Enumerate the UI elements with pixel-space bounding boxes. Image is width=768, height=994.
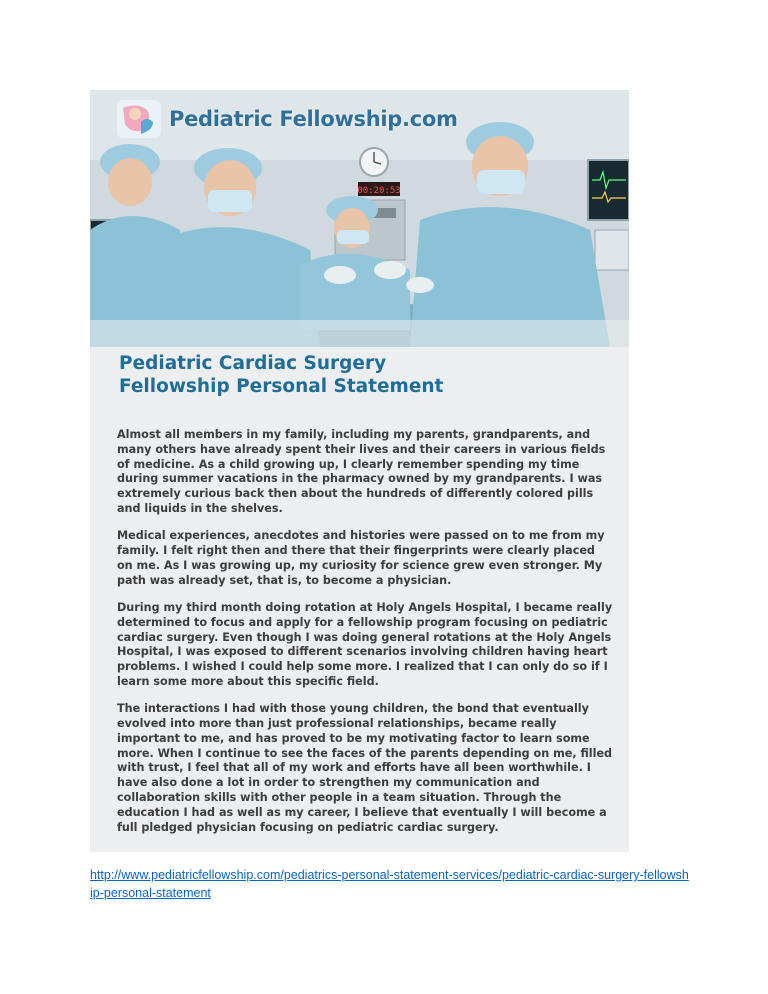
baby-heart-logo-icon — [117, 100, 161, 138]
statement-poster — [90, 90, 629, 852]
title-line-2: Fellowship Personal Statement — [119, 376, 444, 397]
paragraph-1: Almost all members in my family, including my parents, grandparents, and many others have already spent their lives and their careers in various fields of medicine. As a child growing up, I clearly remember spending my time during summer vacations in the pharmacy owned by my grandparents. I was extremely curious back then about the hundreds of differently colored pills and liquids in the shelves. — [117, 428, 606, 515]
brand-header — [117, 100, 458, 138]
paragraph-2: Medical experiences, anecdotes and histories were passed on to me from my family. I felt right then and there that their fingerprints were clearly placed on me. As I was growing up, my curiosity for science grew even stronger. My path was already set, that is, to become a physician. — [117, 529, 605, 587]
article-title — [119, 352, 619, 398]
brand-name: Pediatric Fellowship.com — [169, 107, 458, 131]
paragraph-4: The interactions I had with those young children, the bond that eventually evolved into more than just professional relationships, became really important to me, and has proved to be my motivating factor to learn some more. When I continue to see the faces of the parents depending on me, filled with trust, I feel that all of my work and efforts have all been worthwhile. I have also done a lot in order to strengthen my communication and collaboration skills with other people in a team situation. Through the education I had as well as my career, I believe that eventually I will become a full pledged physician focusing on pediatric cardiac surgery. — [117, 702, 613, 834]
article-body — [117, 428, 613, 848]
title-line-1: Pediatric Cardiac Surgery — [119, 353, 387, 374]
timer-readout: 00:20:53 — [357, 186, 401, 196]
surgery-photo — [90, 90, 629, 347]
source-url-link[interactable]: http://www.pediatricfellowship.com/pediatrics-personal-statement-services/pediatric-cardiac-surgery-fellowship-personal-statement — [90, 868, 689, 900]
paragraph-3: During my third month doing rotation at Holy Angels Hospital, I became really determined to focus and apply for a fellowship program focusing on pediatric cardiac surgery. Even though I was doing general rotations at the Holy Angels Hospital, I was exposed to different scenarios involving children having heart problems. I wished I could help some more. I realized that I can only do so if I learn some more about this specific field. — [117, 600, 613, 688]
